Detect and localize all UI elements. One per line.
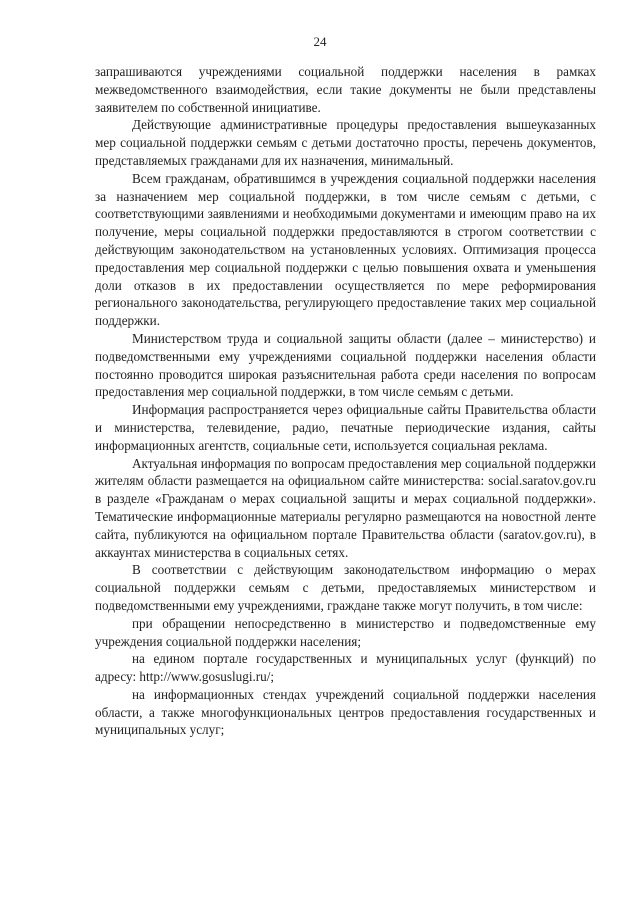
list-item-direct-contact: при обращении непосредственно в министерство и подведомственные ему учреждения социальной поддержки населения;	[95, 615, 596, 649]
paragraph-ministry-work: Министерством труда и социальной защиты области (далее – министерство) и подведомственными ему учреждениями социальной поддержки населения области постоянно проводится широкая разъяснительная работа среди населения по вопросам предоставления мер социальной поддержки, в том числе семьям с детьми.	[95, 330, 596, 400]
paragraph-continuation: запрашиваются учреждениями социальной поддержки населения в рамках межведомственного взаимодействия, если такие документы не были представлены заявителем по собственной инициативе.	[95, 64, 596, 115]
paragraph-website: Актуальная информация по вопросам предоставления мер социальной поддержки жителям области размещается на официальном сайте министерства: social.saratov.gov.ru в разделе «Гражданам о мерах социальной защиты и мерах социальной поддержки». Тематические информационные материалы регулярно размещаются на новостной ленте сайта, публикуются на официальном портале Правительства области (saratov.gov.ru), в аккаунтах министерства в социальных сетях.	[95, 455, 596, 560]
paragraph-legislation: В соответствии с действующим законодательством информацию о мерах социальной поддержки семьям с детьми, предоставляемых министерством и подведомственными ему учреждениями, граждане также могут получить, в том числе:	[95, 562, 596, 613]
page-number: 24	[313, 34, 327, 49]
paragraph-all-citizens: Всем гражданам, обратившимся в учреждения социальной поддержки населения за назначением мер социальной поддержки, в том числе семьям с детьми, с соответствующими заявлениями и необходимыми документами и имеющим право на их получение, меры социальной поддержки предоставляются в строгом соответствии с действующим законодательством на установленных условиях. Оптимизация процесса предоставления мер социальной поддержки с целью повышения охвата и уменьшения доли отказов в их предоставлении осуществляется по мере реформирования регионального законодательства, регулирующего предоставление таких мер социальной поддержки.	[95, 170, 596, 329]
document-body	[95, 63, 596, 739]
list-item-info-stands: на информационных стендах учреждений социальной поддержки населения области, а также многофункциональных центров предоставления государственных и муниципальных услуг;	[95, 686, 596, 738]
paragraph-information: Информация распространяется через официальные сайты Правительства области и министерства, телевидение, радио, печатные периодические издания, сайты информационных агентств, социальные сети, используется социальная реклама.	[95, 402, 596, 453]
paragraph-procedures: Действующие административные процедуры предоставления вышеуказанных мер социальной поддержки семьям с детьми достаточно просты, перечень документов, представляемых гражданами для их назначения, минимальный.	[95, 117, 596, 168]
list-item-gosuslugi: на едином портале государственных и муниципальных услуг (функций) по адресу: http://www.gosuslugi.ru/;	[95, 651, 596, 685]
